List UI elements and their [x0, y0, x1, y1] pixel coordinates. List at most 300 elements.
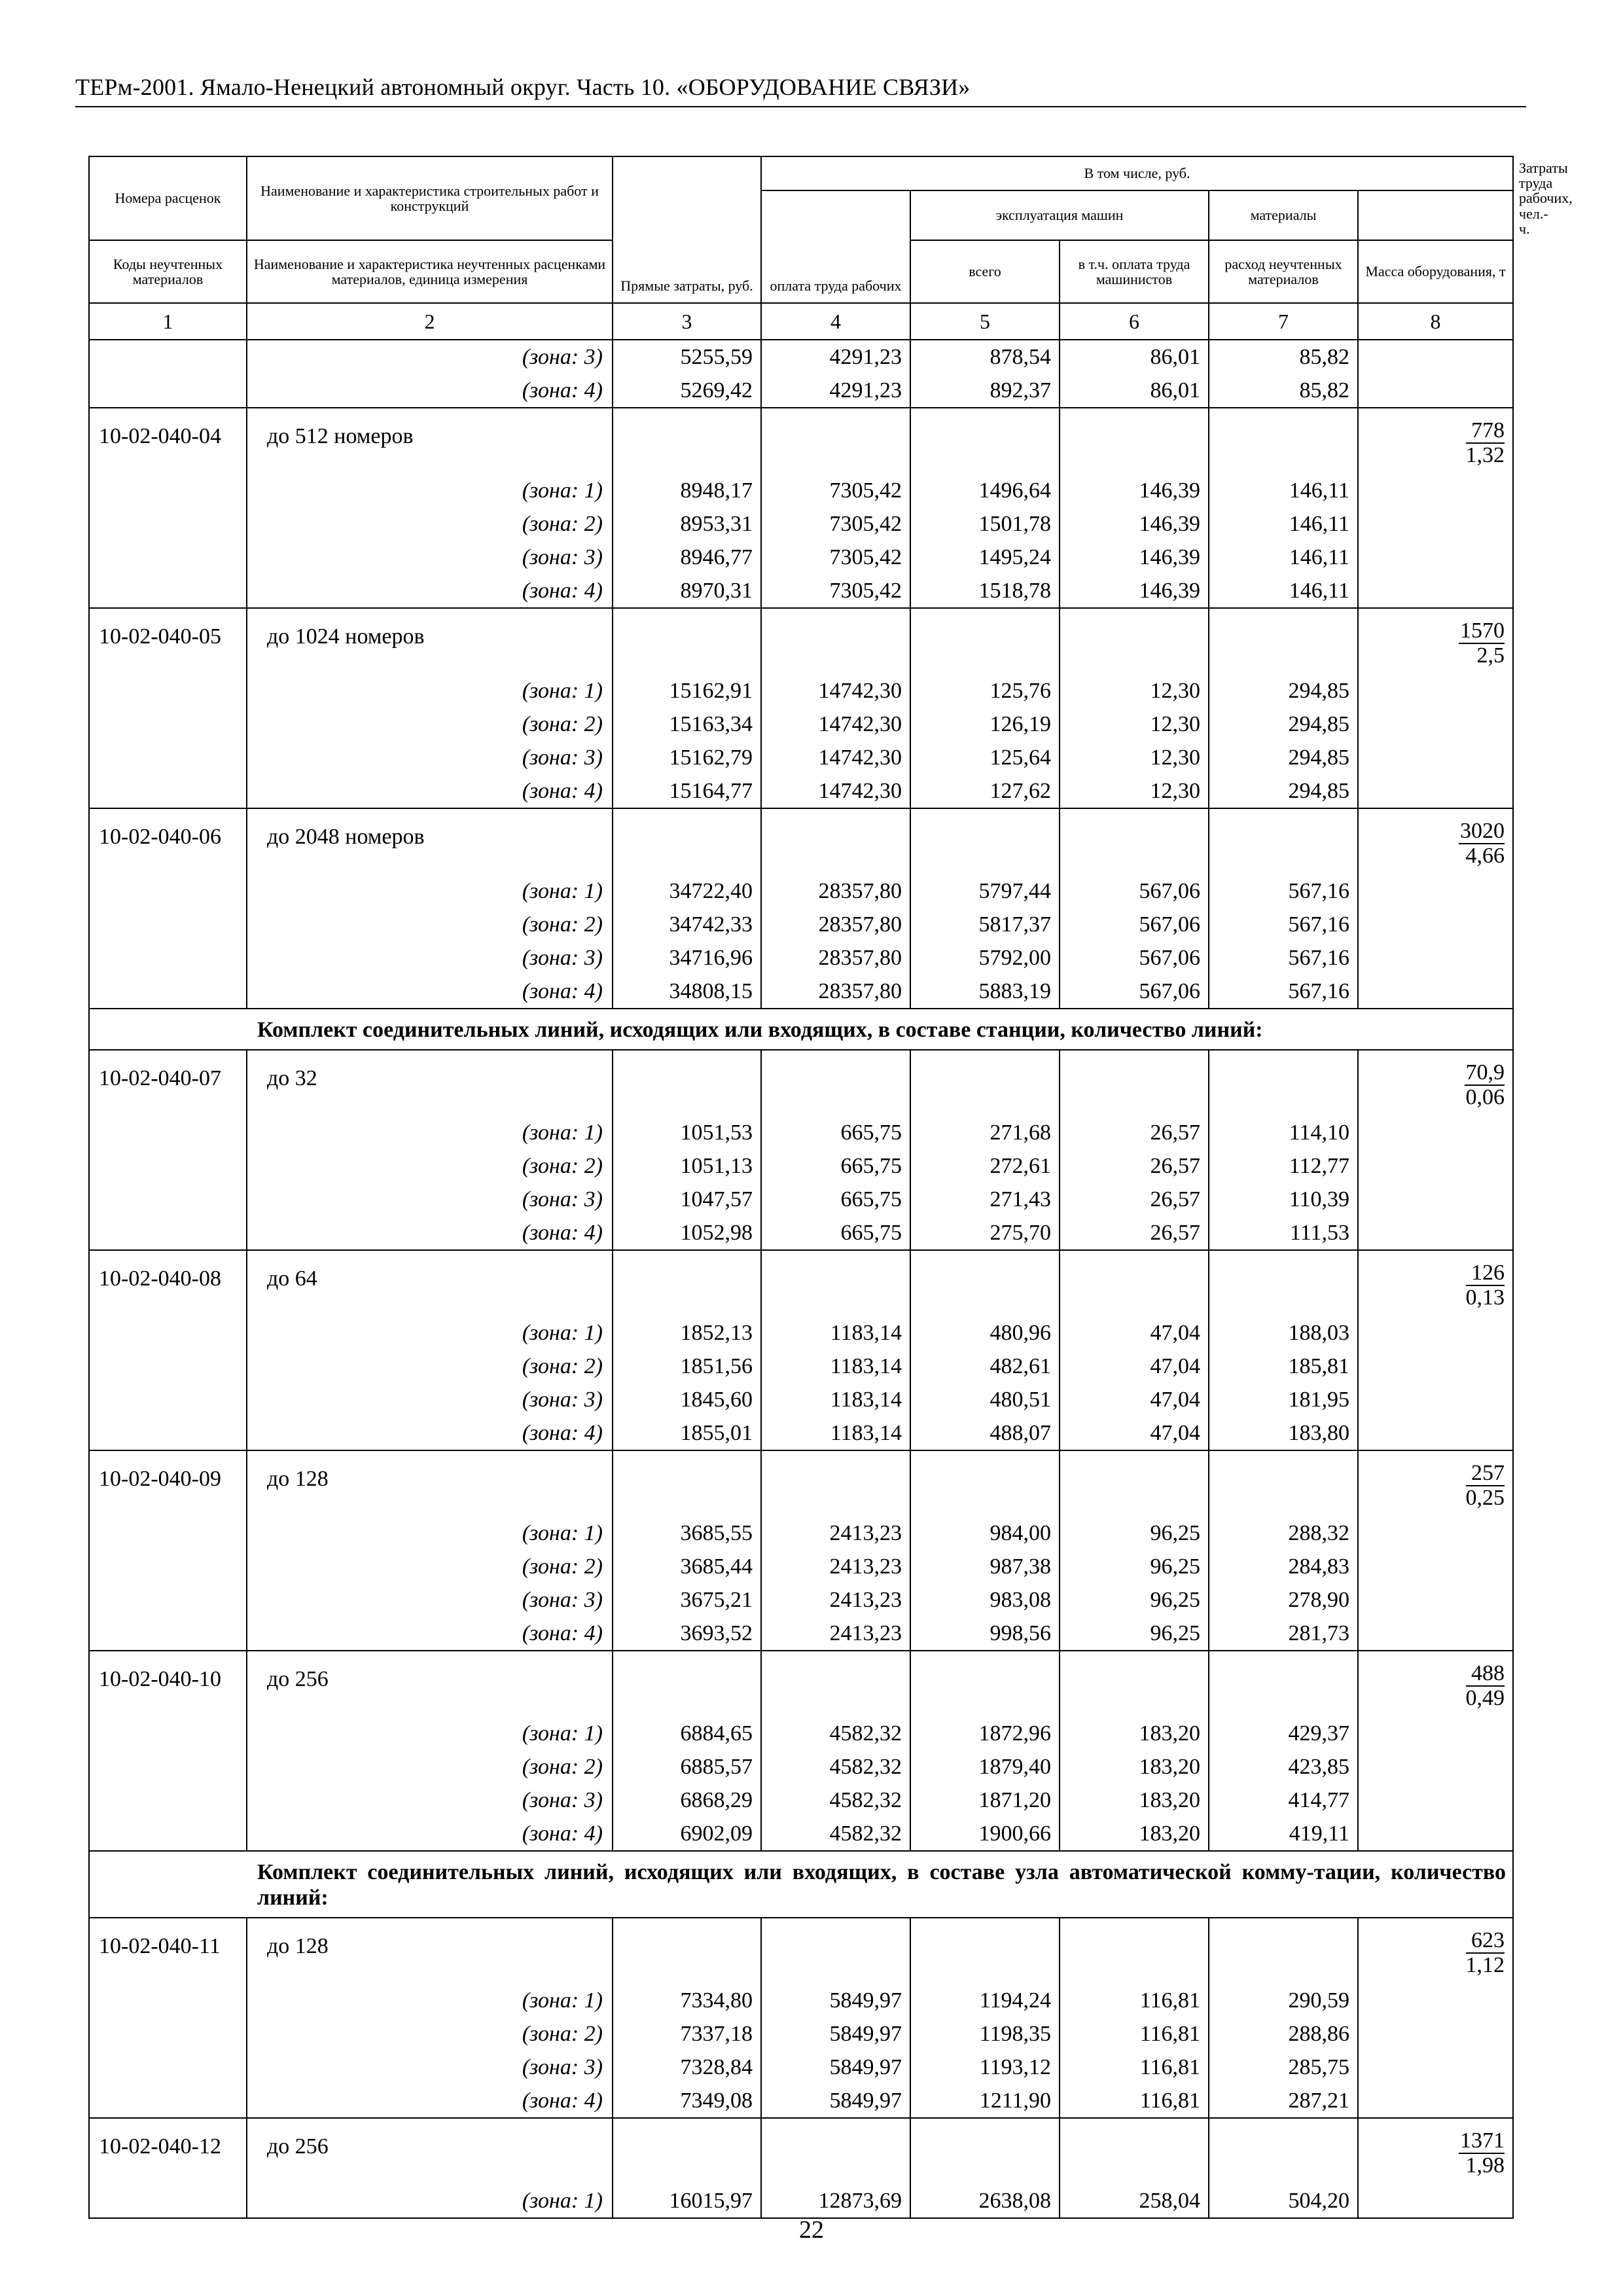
empty-cell [613, 1050, 761, 1116]
direct-cost: 34808,15 [613, 975, 761, 1009]
code-cell-empty [89, 1183, 247, 1216]
mass-cell-empty [1358, 708, 1513, 741]
labor-mass [1358, 1651, 1513, 1717]
code-cell-empty [89, 507, 247, 541]
mass-cell-empty [1358, 541, 1513, 574]
machine-wages-cost: 146,39 [1060, 474, 1209, 507]
section-heading: Комплект соединительных линий, исходящих или входящих, в составе станции, количество линий: [89, 1009, 1513, 1050]
rate-row [89, 1450, 1513, 1516]
machines-cost: 1194,24 [910, 1984, 1060, 2017]
machine-wages-cost: 116,81 [1060, 2084, 1209, 2118]
zone-label: (зона: 2) [247, 1149, 613, 1183]
labor-value: 257 [1466, 1462, 1505, 1486]
materials-cost: 146,11 [1209, 574, 1358, 608]
direct-cost: 6884,65 [613, 1717, 761, 1750]
materials-cost: 504,20 [1209, 2184, 1358, 2218]
zone-label: (зона: 4) [247, 1817, 613, 1851]
zone-label: (зона: 4) [247, 374, 613, 408]
direct-cost: 1047,57 [613, 1183, 761, 1216]
machines-cost: 126,19 [910, 708, 1060, 741]
labor-mass-fraction [1466, 1929, 1505, 1977]
machine-wages-cost: 96,25 [1060, 1550, 1209, 1583]
empty-cell [613, 608, 761, 674]
machine-wages-cost: 26,57 [1060, 1116, 1209, 1149]
zone-row [89, 908, 1513, 941]
zone-label: (зона: 4) [247, 774, 613, 808]
direct-cost: 15162,79 [613, 741, 761, 774]
machines-cost: 892,37 [910, 374, 1060, 408]
empty-cell [1209, 808, 1358, 874]
empty-cell [761, 408, 910, 474]
zone-label: (зона: 1) [247, 1984, 613, 2017]
machines-cost: 1193,12 [910, 2051, 1060, 2084]
labor-mass-fraction [1465, 1061, 1505, 1109]
empty-cell [613, 1450, 761, 1516]
materials-cost: 284,83 [1209, 1550, 1358, 1583]
empty-cell [1209, 2118, 1358, 2184]
mass-value: 0,06 [1465, 1085, 1505, 1109]
machine-wages-cost: 86,01 [1060, 340, 1209, 374]
zone-label: (зона: 2) [247, 908, 613, 941]
machines-cost: 5792,00 [910, 941, 1060, 975]
machines-cost: 5797,44 [910, 874, 1060, 908]
code-cell-empty [89, 1516, 247, 1550]
rate-row [89, 1250, 1513, 1316]
rate-name: до 1024 номеров [247, 608, 613, 674]
col-name-subtitle: Наименование и характеристика неучтенных расценками материалов, единица измерения [247, 240, 613, 303]
col-mass-title: Масса оборудования, т [1358, 240, 1513, 303]
machine-wages-cost: 47,04 [1060, 1316, 1209, 1350]
wages-cost: 4291,23 [761, 340, 910, 374]
materials-cost: 414,77 [1209, 1784, 1358, 1817]
labor-mass-fraction [1459, 619, 1505, 667]
machines-cost: 983,08 [910, 1583, 1060, 1617]
zone-label: (зона: 4) [247, 1416, 613, 1450]
zone-row [89, 1416, 1513, 1450]
rate-code: 10-02-040-06 [89, 808, 247, 874]
materials-cost: 110,39 [1209, 1183, 1358, 1216]
machines-cost: 987,38 [910, 1550, 1060, 1583]
machine-wages-cost: 567,06 [1060, 874, 1209, 908]
materials-cost: 294,85 [1209, 741, 1358, 774]
empty-cell [910, 808, 1060, 874]
zone-row [89, 941, 1513, 975]
section-heading-row [89, 1009, 1513, 1050]
machine-wages-cost: 183,20 [1060, 1750, 1209, 1784]
empty-cell [1060, 408, 1209, 474]
machines-cost: 127,62 [910, 774, 1060, 808]
zone-label: (зона: 3) [247, 941, 613, 975]
code-cell-empty [89, 1984, 247, 2017]
mass-cell-empty [1358, 1984, 1513, 2017]
machines-cost: 275,70 [910, 1216, 1060, 1250]
direct-cost: 16015,97 [613, 2184, 761, 2218]
wages-cost: 665,75 [761, 1183, 910, 1216]
zone-row [89, 2184, 1513, 2218]
machine-wages-cost: 12,30 [1060, 674, 1209, 708]
materials-cost: 188,03 [1209, 1316, 1358, 1350]
col-direct-title: Прямые затраты, руб. [613, 156, 761, 303]
machines-cost: 125,76 [910, 674, 1060, 708]
zone-label: (зона: 4) [247, 975, 613, 1009]
header-rule [75, 106, 1526, 107]
machine-wages-cost: 146,39 [1060, 541, 1209, 574]
labor-mass-fraction [1459, 819, 1505, 867]
code-cell-empty [89, 741, 247, 774]
machines-cost: 1518,78 [910, 574, 1060, 608]
rate-row [89, 808, 1513, 874]
mass-value: 0,49 [1465, 1685, 1505, 1710]
rate-code: 10-02-040-07 [89, 1050, 247, 1116]
mass-cell-empty [1358, 1817, 1513, 1851]
rate-name: до 128 [247, 1450, 613, 1516]
code-cell-empty [89, 374, 247, 408]
zone-row [89, 2051, 1513, 2084]
wages-cost: 4582,32 [761, 1784, 910, 1817]
wages-cost: 28357,80 [761, 975, 910, 1009]
machines-cost: 5817,37 [910, 908, 1060, 941]
materials-cost: 146,11 [1209, 507, 1358, 541]
machines-cost: 1900,66 [910, 1817, 1060, 1851]
wages-cost: 1183,14 [761, 1416, 910, 1450]
labor-value: 488 [1466, 1662, 1505, 1687]
mass-value: 4,66 [1465, 843, 1505, 868]
zone-label: (зона: 3) [247, 1784, 613, 1817]
zone-label: (зона: 2) [247, 1750, 613, 1784]
mass-cell-empty [1358, 1183, 1513, 1216]
direct-cost: 5255,59 [613, 340, 761, 374]
mass-cell-empty [1358, 1149, 1513, 1183]
machine-wages-cost: 258,04 [1060, 2184, 1209, 2218]
zone-label: (зона: 3) [247, 1383, 613, 1416]
col-name-title: Наименование и характеристика строительных работ и конструкций [247, 156, 613, 240]
rate-code: 10-02-040-05 [89, 608, 247, 674]
wages-cost: 7305,42 [761, 474, 910, 507]
empty-cell [1209, 1050, 1358, 1116]
labor-value: 623 [1466, 1929, 1505, 1954]
mass-cell-empty [1358, 1750, 1513, 1784]
empty-cell [910, 1918, 1060, 1984]
machine-wages-cost: 12,30 [1060, 708, 1209, 741]
materials-cost: 567,16 [1209, 874, 1358, 908]
empty-cell [910, 1050, 1060, 1116]
zone-label: (зона: 3) [247, 340, 613, 374]
rate-row [89, 1050, 1513, 1116]
code-cell-empty [89, 1817, 247, 1851]
zone-row [89, 541, 1513, 574]
machine-wages-cost: 567,06 [1060, 975, 1209, 1009]
mass-cell-empty [1358, 2051, 1513, 2084]
machines-cost: 1501,78 [910, 507, 1060, 541]
empty-cell [1060, 1050, 1209, 1116]
wages-cost: 4291,23 [761, 374, 910, 408]
zone-row [89, 1984, 1513, 2017]
labor-value: 70,9 [1465, 1060, 1505, 1085]
zone-label: (зона: 1) [247, 674, 613, 708]
empty-cell [910, 1250, 1060, 1316]
code-cell-empty [89, 2184, 247, 2218]
mass-cell-empty [1358, 908, 1513, 941]
direct-cost: 1845,60 [613, 1383, 761, 1416]
mass-cell-empty [1358, 2184, 1513, 2218]
direct-cost: 7337,18 [613, 2017, 761, 2051]
zone-label: (зона: 1) [247, 1116, 613, 1149]
labor-mass [1358, 608, 1513, 674]
rate-name: до 32 [247, 1050, 613, 1116]
machines-cost: 271,68 [910, 1116, 1060, 1149]
direct-cost: 15162,91 [613, 674, 761, 708]
direct-cost: 1052,98 [613, 1216, 761, 1250]
materials-cost: 281,73 [1209, 1617, 1358, 1651]
mass-cell-empty [1358, 1784, 1513, 1817]
code-cell-empty [89, 1750, 247, 1784]
empty-cell [761, 2118, 910, 2184]
empty-cell [1060, 608, 1209, 674]
code-cell-empty [89, 975, 247, 1009]
machine-wages-cost: 116,81 [1060, 2051, 1209, 2084]
zone-row [89, 874, 1513, 908]
col-materials-title: материалы [1209, 190, 1358, 240]
machine-wages-cost: 183,20 [1060, 1817, 1209, 1851]
materials-cost: 290,59 [1209, 1984, 1358, 2017]
zone-row [89, 975, 1513, 1009]
direct-cost: 5269,42 [613, 374, 761, 408]
empty-cell [761, 1918, 910, 1984]
code-cell-empty [89, 908, 247, 941]
wages-cost: 7305,42 [761, 507, 910, 541]
materials-cost: 567,16 [1209, 908, 1358, 941]
machine-wages-cost: 26,57 [1060, 1216, 1209, 1250]
machines-cost: 5883,19 [910, 975, 1060, 1009]
wages-cost: 665,75 [761, 1216, 910, 1250]
wages-cost: 14742,30 [761, 774, 910, 808]
materials-cost: 114,10 [1209, 1116, 1358, 1149]
materials-cost: 112,77 [1209, 1149, 1358, 1183]
machines-cost: 1496,64 [910, 474, 1060, 507]
wages-cost: 665,75 [761, 1149, 910, 1183]
wages-cost: 28357,80 [761, 941, 910, 975]
code-cell-empty [89, 474, 247, 507]
zone-label: (зона: 2) [247, 1550, 613, 1583]
zone-row [89, 574, 1513, 608]
rate-row [89, 1918, 1513, 1984]
page-number: 22 [799, 2216, 824, 2244]
direct-cost: 1051,53 [613, 1116, 761, 1149]
rate-code: 10-02-040-08 [89, 1250, 247, 1316]
col-machines-total-title: всего [910, 240, 1060, 303]
col-code-title: Номера расценок [89, 156, 247, 240]
direct-cost: 8970,31 [613, 574, 761, 608]
machines-cost: 1871,20 [910, 1784, 1060, 1817]
machine-wages-cost: 47,04 [1060, 1416, 1209, 1450]
col-machines-title: эксплуатация машин [910, 190, 1209, 240]
direct-cost: 34716,96 [613, 941, 761, 975]
empty-cell [910, 1651, 1060, 1717]
rate-name: до 128 [247, 1918, 613, 1984]
empty-cell [761, 608, 910, 674]
rate-name: до 64 [247, 1250, 613, 1316]
code-cell-empty [89, 1316, 247, 1350]
machine-wages-cost: 96,25 [1060, 1617, 1209, 1651]
direct-cost: 15164,77 [613, 774, 761, 808]
direct-cost: 7334,80 [613, 1984, 761, 2017]
mass-cell-empty [1358, 1717, 1513, 1750]
rate-code: 10-02-040-11 [89, 1918, 247, 1984]
wages-cost: 28357,80 [761, 874, 910, 908]
wages-cost: 2413,23 [761, 1583, 910, 1617]
column-number: 7 [1209, 303, 1358, 340]
empty-cell [1209, 1918, 1358, 1984]
column-number: 8 [1358, 303, 1513, 340]
col-code-subtitle: Коды неучтенных материалов [89, 240, 247, 303]
empty-cell [761, 1450, 910, 1516]
code-cell-empty [89, 541, 247, 574]
direct-cost: 7349,08 [613, 2084, 761, 2118]
zone-row [89, 2017, 1513, 2051]
direct-cost: 6868,29 [613, 1784, 761, 1817]
zone-label: (зона: 2) [247, 2017, 613, 2051]
empty-cell [910, 2118, 1060, 2184]
labor-mass [1358, 808, 1513, 874]
machines-cost: 488,07 [910, 1416, 1060, 1450]
mass-cell-empty [1358, 340, 1513, 374]
mass-cell-empty [1358, 1316, 1513, 1350]
materials-cost: 288,86 [1209, 2017, 1358, 2051]
code-cell-empty [89, 708, 247, 741]
empty-cell [613, 1918, 761, 1984]
section-heading: Комплект соединительных линий, исходящих или входящих, в составе узла автоматической комму-тации, количество линий: [89, 1851, 1513, 1918]
machines-cost: 998,56 [910, 1617, 1060, 1651]
code-cell-empty [89, 2051, 247, 2084]
zone-row [89, 1784, 1513, 1817]
code-cell-empty [89, 1784, 247, 1817]
zone-label: (зона: 4) [247, 1617, 613, 1651]
materials-cost: 185,81 [1209, 1350, 1358, 1383]
rate-row [89, 1651, 1513, 1717]
zone-label: (зона: 3) [247, 741, 613, 774]
mass-cell-empty [1358, 474, 1513, 507]
zone-row [89, 340, 1513, 374]
empty-cell [613, 1250, 761, 1316]
mass-cell-empty [1358, 374, 1513, 408]
rate-row [89, 2118, 1513, 2184]
zone-row [89, 1116, 1513, 1149]
col-materials-unaccounted-title: расход неучтенных материалов [1209, 240, 1358, 303]
direct-cost: 3675,21 [613, 1583, 761, 1617]
wages-cost: 5849,97 [761, 2084, 910, 2118]
code-cell-empty [89, 1116, 247, 1149]
mass-cell-empty [1358, 1583, 1513, 1617]
zone-row [89, 2084, 1513, 2118]
zone-label: (зона: 3) [247, 2051, 613, 2084]
empty-cell [910, 1450, 1060, 1516]
materials-cost: 285,75 [1209, 2051, 1358, 2084]
zone-label: (зона: 2) [247, 1350, 613, 1383]
mass-value: 1,12 [1465, 1952, 1505, 1977]
wages-cost: 2413,23 [761, 1516, 910, 1550]
materials-cost: 423,85 [1209, 1750, 1358, 1784]
code-cell-empty [89, 941, 247, 975]
zone-row [89, 1583, 1513, 1617]
machine-wages-cost: 96,25 [1060, 1583, 1209, 1617]
wages-cost: 4582,32 [761, 1817, 910, 1851]
materials-cost: 294,85 [1209, 708, 1358, 741]
wages-cost: 1183,14 [761, 1383, 910, 1416]
mass-cell-empty [1358, 941, 1513, 975]
column-number: 6 [1060, 303, 1209, 340]
wages-cost: 5849,97 [761, 1984, 910, 2017]
materials-cost: 85,82 [1209, 340, 1358, 374]
empty-cell [1209, 408, 1358, 474]
rate-code: 10-02-040-09 [89, 1450, 247, 1516]
machines-cost: 271,43 [910, 1183, 1060, 1216]
direct-cost: 7328,84 [613, 2051, 761, 2084]
zone-label: (зона: 1) [247, 474, 613, 507]
machines-cost: 1211,90 [910, 2084, 1060, 2118]
direct-cost: 6885,57 [613, 1750, 761, 1784]
code-cell-empty [89, 1383, 247, 1416]
labor-mass [1358, 1250, 1513, 1316]
code-cell-empty [89, 340, 247, 374]
direct-cost: 3685,55 [613, 1516, 761, 1550]
code-cell-empty [89, 2084, 247, 2118]
machine-wages-cost: 146,39 [1060, 507, 1209, 541]
machine-wages-cost: 12,30 [1060, 774, 1209, 808]
empty-cell [1209, 1250, 1358, 1316]
direct-cost: 1852,13 [613, 1316, 761, 1350]
wages-cost: 4582,32 [761, 1717, 910, 1750]
wages-cost: 2413,23 [761, 1550, 910, 1583]
empty-cell [1060, 808, 1209, 874]
wages-cost: 14742,30 [761, 674, 910, 708]
wages-cost: 28357,80 [761, 908, 910, 941]
machine-wages-cost: 47,04 [1060, 1350, 1209, 1383]
mass-cell-empty [1358, 1350, 1513, 1383]
zone-row [89, 1750, 1513, 1784]
materials-cost: 429,37 [1209, 1717, 1358, 1750]
machines-cost: 984,00 [910, 1516, 1060, 1550]
zone-row [89, 1216, 1513, 1250]
wages-cost: 7305,42 [761, 574, 910, 608]
zone-label: (зона: 4) [247, 1216, 613, 1250]
machines-cost: 480,51 [910, 1383, 1060, 1416]
including-title: В том числе, руб. [761, 156, 1513, 190]
labor-value: 778 [1466, 419, 1505, 444]
labor-value: 1371 [1460, 2128, 1505, 2153]
machine-wages-cost: 86,01 [1060, 374, 1209, 408]
empty-cell [1060, 1250, 1209, 1316]
materials-cost: 85,82 [1209, 374, 1358, 408]
wages-cost: 665,75 [761, 1116, 910, 1149]
machines-cost: 1198,35 [910, 2017, 1060, 2051]
code-cell-empty [89, 1416, 247, 1450]
mass-value: 1,98 [1465, 2153, 1505, 2178]
materials-cost: 419,11 [1209, 1817, 1358, 1851]
wages-cost: 14742,30 [761, 741, 910, 774]
zone-row [89, 374, 1513, 408]
section-heading-row [89, 1851, 1513, 1918]
code-cell-empty [89, 1350, 247, 1383]
zone-row [89, 741, 1513, 774]
zone-row [89, 1617, 1513, 1651]
empty-cell [613, 808, 761, 874]
empty-cell [1209, 1651, 1358, 1717]
direct-cost: 8953,31 [613, 507, 761, 541]
empty-cell [761, 1250, 910, 1316]
mass-cell-empty [1358, 2084, 1513, 2118]
machines-cost: 1872,96 [910, 1717, 1060, 1750]
empty-cell [910, 608, 1060, 674]
